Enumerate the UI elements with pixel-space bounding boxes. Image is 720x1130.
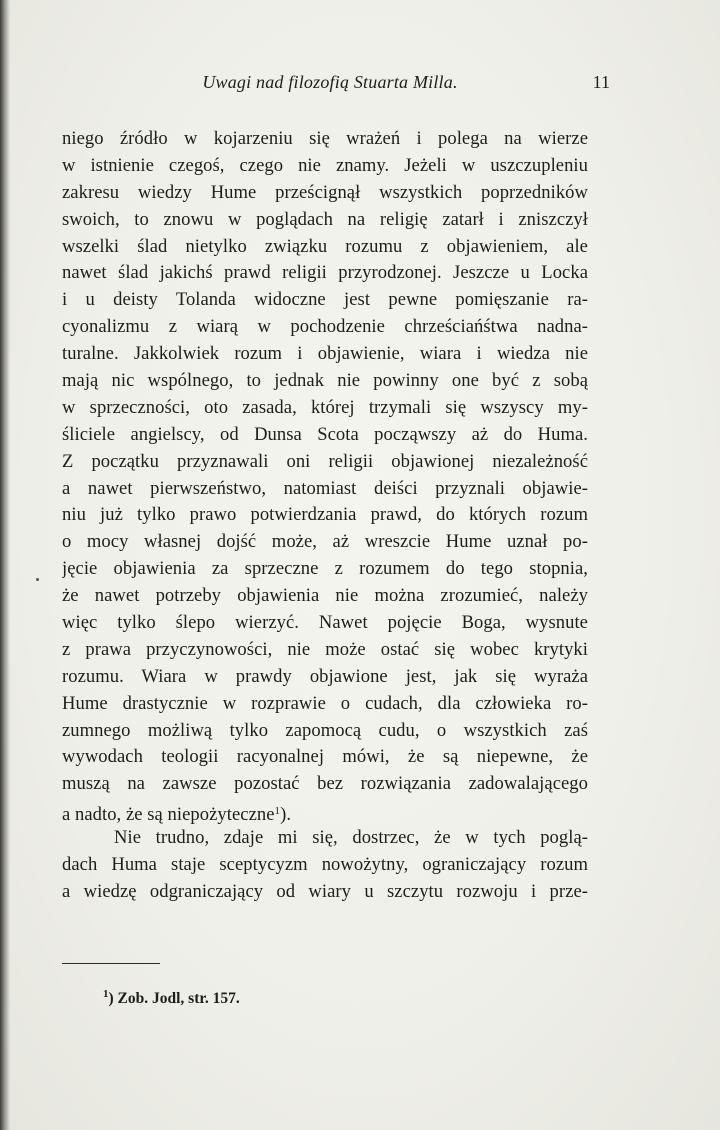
text-line: o mocy własnej dojść może, aż wreszcie Hume uznał po- [62, 531, 588, 553]
footnote-reference: 1 [274, 805, 281, 818]
footnote-divider [62, 963, 160, 964]
text-line: śliciele angielscy, od Dunsa Scota począwszy aż do Huma. [62, 423, 588, 445]
text-line: i u deisty Tolanda widoczne jest pewne pomięszanie ra- [62, 289, 588, 311]
running-header [60, 72, 610, 98]
text-line: wszelki ślad nietylko związku rozumu z objawieniem, ale [62, 235, 588, 257]
text-line-with-footnote-ref [62, 798, 588, 825]
text-line: a nawet pierwszeństwo, natomiast deiści przyznali objawie- [62, 477, 588, 499]
text-line: dach Huma staje sceptycyzm nowożytny, ograniczający rozum [62, 854, 588, 876]
text-line: swoich, to znowu w poglądach na religię zatarł i zniszczył [62, 208, 588, 230]
page-binding-edge [0, 0, 10, 1130]
text-line-content: a nadto, że są niepożyteczne [62, 804, 275, 826]
page-number: 11 [592, 72, 610, 92]
footnote-text: Zob. Jodl, str. 157. [117, 990, 240, 1007]
text-line: turalne. Jakkolwiek rozum i objawienie, wiara i wiedza nie [62, 343, 588, 365]
text-line: wywodach teologii racyonalnej mówi, że są niepewne, że [62, 746, 588, 768]
body-text [62, 126, 588, 906]
text-line: mają nic wspólnego, to jednak nie powinny one być z sobą [62, 370, 588, 392]
text-line: niego źródło w kojarzeniu się wrażeń i polega na wierze [62, 128, 588, 149]
text-line: że nawet potrzeby objawienia nie można zrozumieć, należy [62, 585, 588, 607]
text-line: w sprzeczności, oto zasada, której trzymali się wszyscy my- [62, 396, 588, 418]
text-line: jęcie objawienia za sprzeczne z rozumem do tego stopnia, [62, 558, 588, 580]
text-line: z prawa przyczynowości, nie może ostać się wobec krytyki [62, 638, 588, 660]
text-line: muszą na zawsze pozostać bez rozwiązania zadowalającego [62, 773, 588, 795]
paragraph-start-line: Nie trudno, zdaje mi się, dostrzec, że w tych poglą- [114, 827, 588, 849]
text-line: nawet ślad jakichś prawd religii przyrodzonej. Jeszcze u Locka [62, 262, 588, 284]
margin-speck [36, 578, 39, 581]
footnote [103, 988, 240, 1008]
footnote-marker-suffix: ) [108, 990, 114, 1007]
text-line: a wiedzę odgraniczający od wiary u szczytu rozwoju i prze- [62, 880, 588, 902]
text-line: zumnego możliwą tylko zapomocą cudu, o wszystkich zaś [62, 719, 588, 741]
text-line: zakresu wiedzy Hume prześcignął wszystkich poprzedników [62, 181, 588, 203]
text-line: Hume drastycznie w rozprawie o cudach, dla człowieka ro- [62, 692, 588, 714]
line-ending: ). [280, 804, 292, 826]
text-line: rozumu. Wiara w prawdy objawione jest, jak się wyraża [62, 665, 588, 687]
footnote-marker: 1 [103, 988, 109, 1000]
text-line: więc tylko ślepo wierzyć. Nawet pojęcie Boga, wysnute [62, 612, 588, 634]
text-line: cyonalizmu z wiarą w pochodzenie chrześciańśtwa nadna- [62, 316, 588, 338]
text-line: Z początku przyznawali oni religii objawionej niezależność [62, 450, 588, 472]
text-line: w istnienie czegoś, czego nie znamy. Jeżeli w uszczupleniu [62, 154, 588, 176]
header-title: Uwagi nad filozofią Stuarta Milla. [202, 72, 458, 92]
text-line: niu już tylko prawo potwierdzania prawd, do których rozum [62, 504, 588, 526]
